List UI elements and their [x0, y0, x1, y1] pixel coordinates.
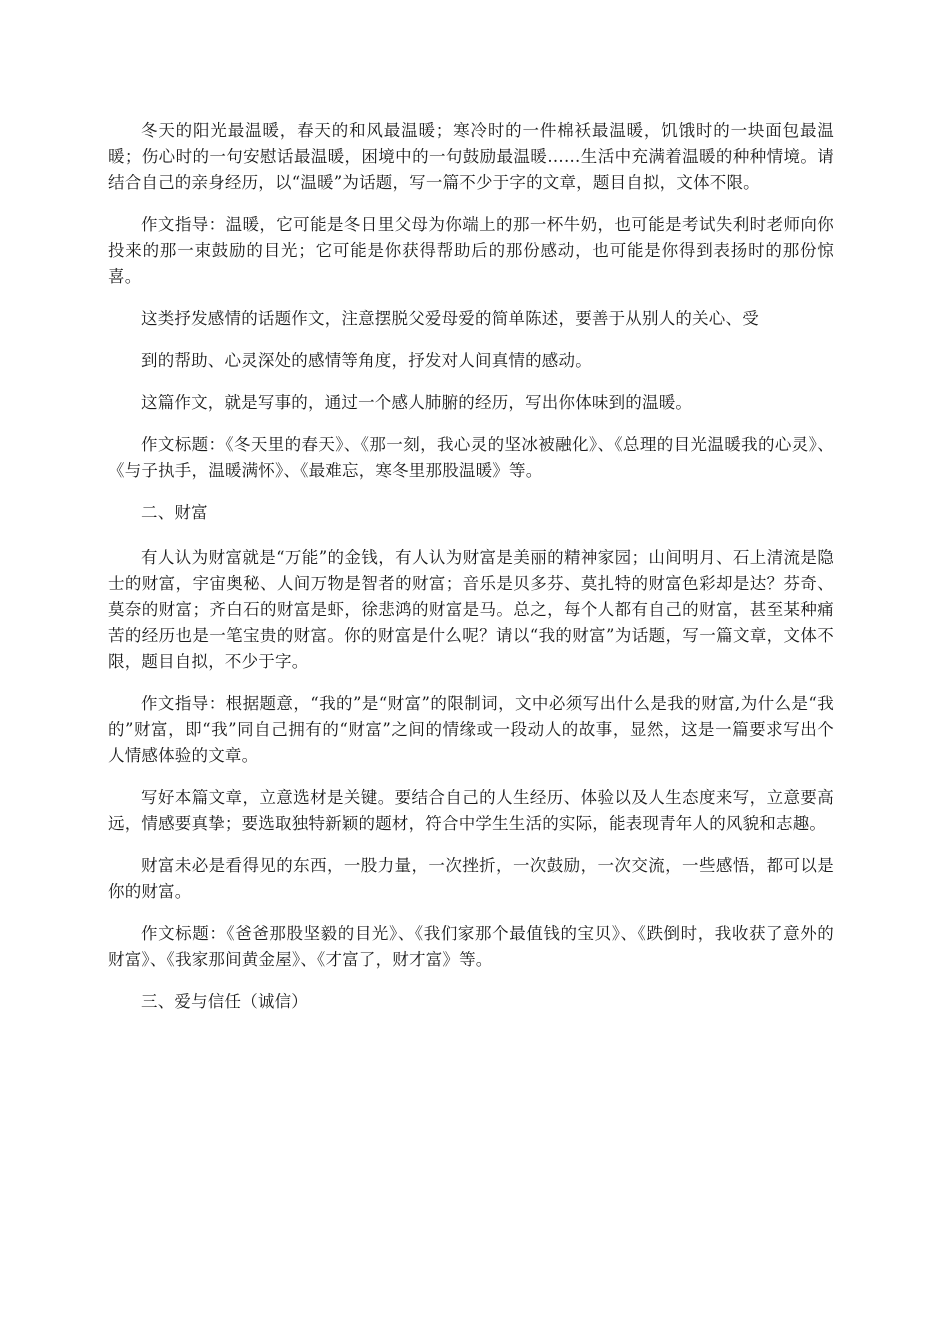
guidance-paragraph-topic-selection: 写好本篇文章，立意选材是关键。要结合自己的人生经历、体验以及人生态度来写，立意要高远，情感要真挚；要选取独特新颖的题材，符合中学生生活的实际，能表现青年人的风貌和志趣。 [108, 788, 834, 833]
document-body [108, 118, 834, 1034]
guidance-paragraph-warmth: 作文指导：温暖，它可能是冬日里父母为你端上的那一杯牛奶，也可能是考试失利时老师向你投来的那一束鼓励的目光；它可能是你获得帮助后的那份感动，也可能是你得到表扬时的那份惊喜。 [108, 215, 834, 286]
title-examples-warmth: 作文标题：《冬天里的春天》、《那一刻，我心灵的坚冰被融化》、《总理的目光温暖我的心灵》、《与子执手，温暖满怀》、《最难忘，寒冬里那股温暖》等。 [108, 435, 834, 480]
title-examples-wealth: 作文标题：《爸爸那股坚毅的目光》、《我们家那个最值钱的宝贝》、《跌倒时，我收获了意外的财富》、《我家那间黄金屋》、《才富了，财才富》等。 [108, 924, 834, 969]
section-heading-wealth: 二、财富 [141, 503, 208, 522]
section-heading-love-trust: 三、爱与信任（诚信） [141, 992, 308, 1011]
prompt-paragraph-wealth: 有人认为财富就是“万能”的金钱，有人认为财富是美丽的精神家园；山间明月、石上清流是隐士的财富，宇宙奥秘、人间万物是智者的财富；音乐是贝多芬、莫扎特的财富色彩却是达？芬奇、莫奈的财富；齐白石的财富是虾，徐悲鸿的财富是马。总之，每个人都有自己的财富，甚至某种痛苦的经历也是一笔宝贵的财富。你的财富是什么呢？请以“我的财富”为话题，写一篇文章，文体不限，题目自拟，不少于字。 [108, 548, 834, 671]
prompt-paragraph-warmth: 冬天的阳光最温暖，春天的和风最温暖；寒冷时的一件棉袄最温暖，饥饿时的一块面包最温暖；伤心时的一句安慰话最温暖，困境中的一句鼓励最温暖……生活中充满着温暖的种种情境。请结合自己的亲身经历，以“温暖”为话题，写一篇不少于字的文章，题目自拟，文体不限。 [108, 121, 834, 192]
guidance-paragraph-emotion: 这类抒发感情的话题作文，注意摆脱父爱母爱的简单陈述，要善于从别人的关心、受 [141, 309, 759, 328]
guidance-paragraph-narrative: 这篇作文，就是写事的，通过一个感人肺腑的经历，写出你体味到的温暖。 [141, 393, 693, 412]
guidance-paragraph-wealth-forms: 财富未必是看得见的东西，一股力量，一次挫折，一次鼓励，一次交流，一些感悟，都可以是你的财富。 [108, 856, 834, 901]
guidance-paragraph-emotion-cont: 到的帮助、心灵深处的感情等角度，抒发对人间真情的感动。 [141, 351, 592, 370]
guidance-paragraph-wealth: 作文指导：根据题意，“我的”是“财富”的限制词，文中必须写出什么是我的财富,为什么是“我的”财富，即“我”同自己拥有的“财富”之间的情缘或一段动人的故事，显然，这是一篇要求写出个人情感体验的文章。 [108, 694, 834, 765]
